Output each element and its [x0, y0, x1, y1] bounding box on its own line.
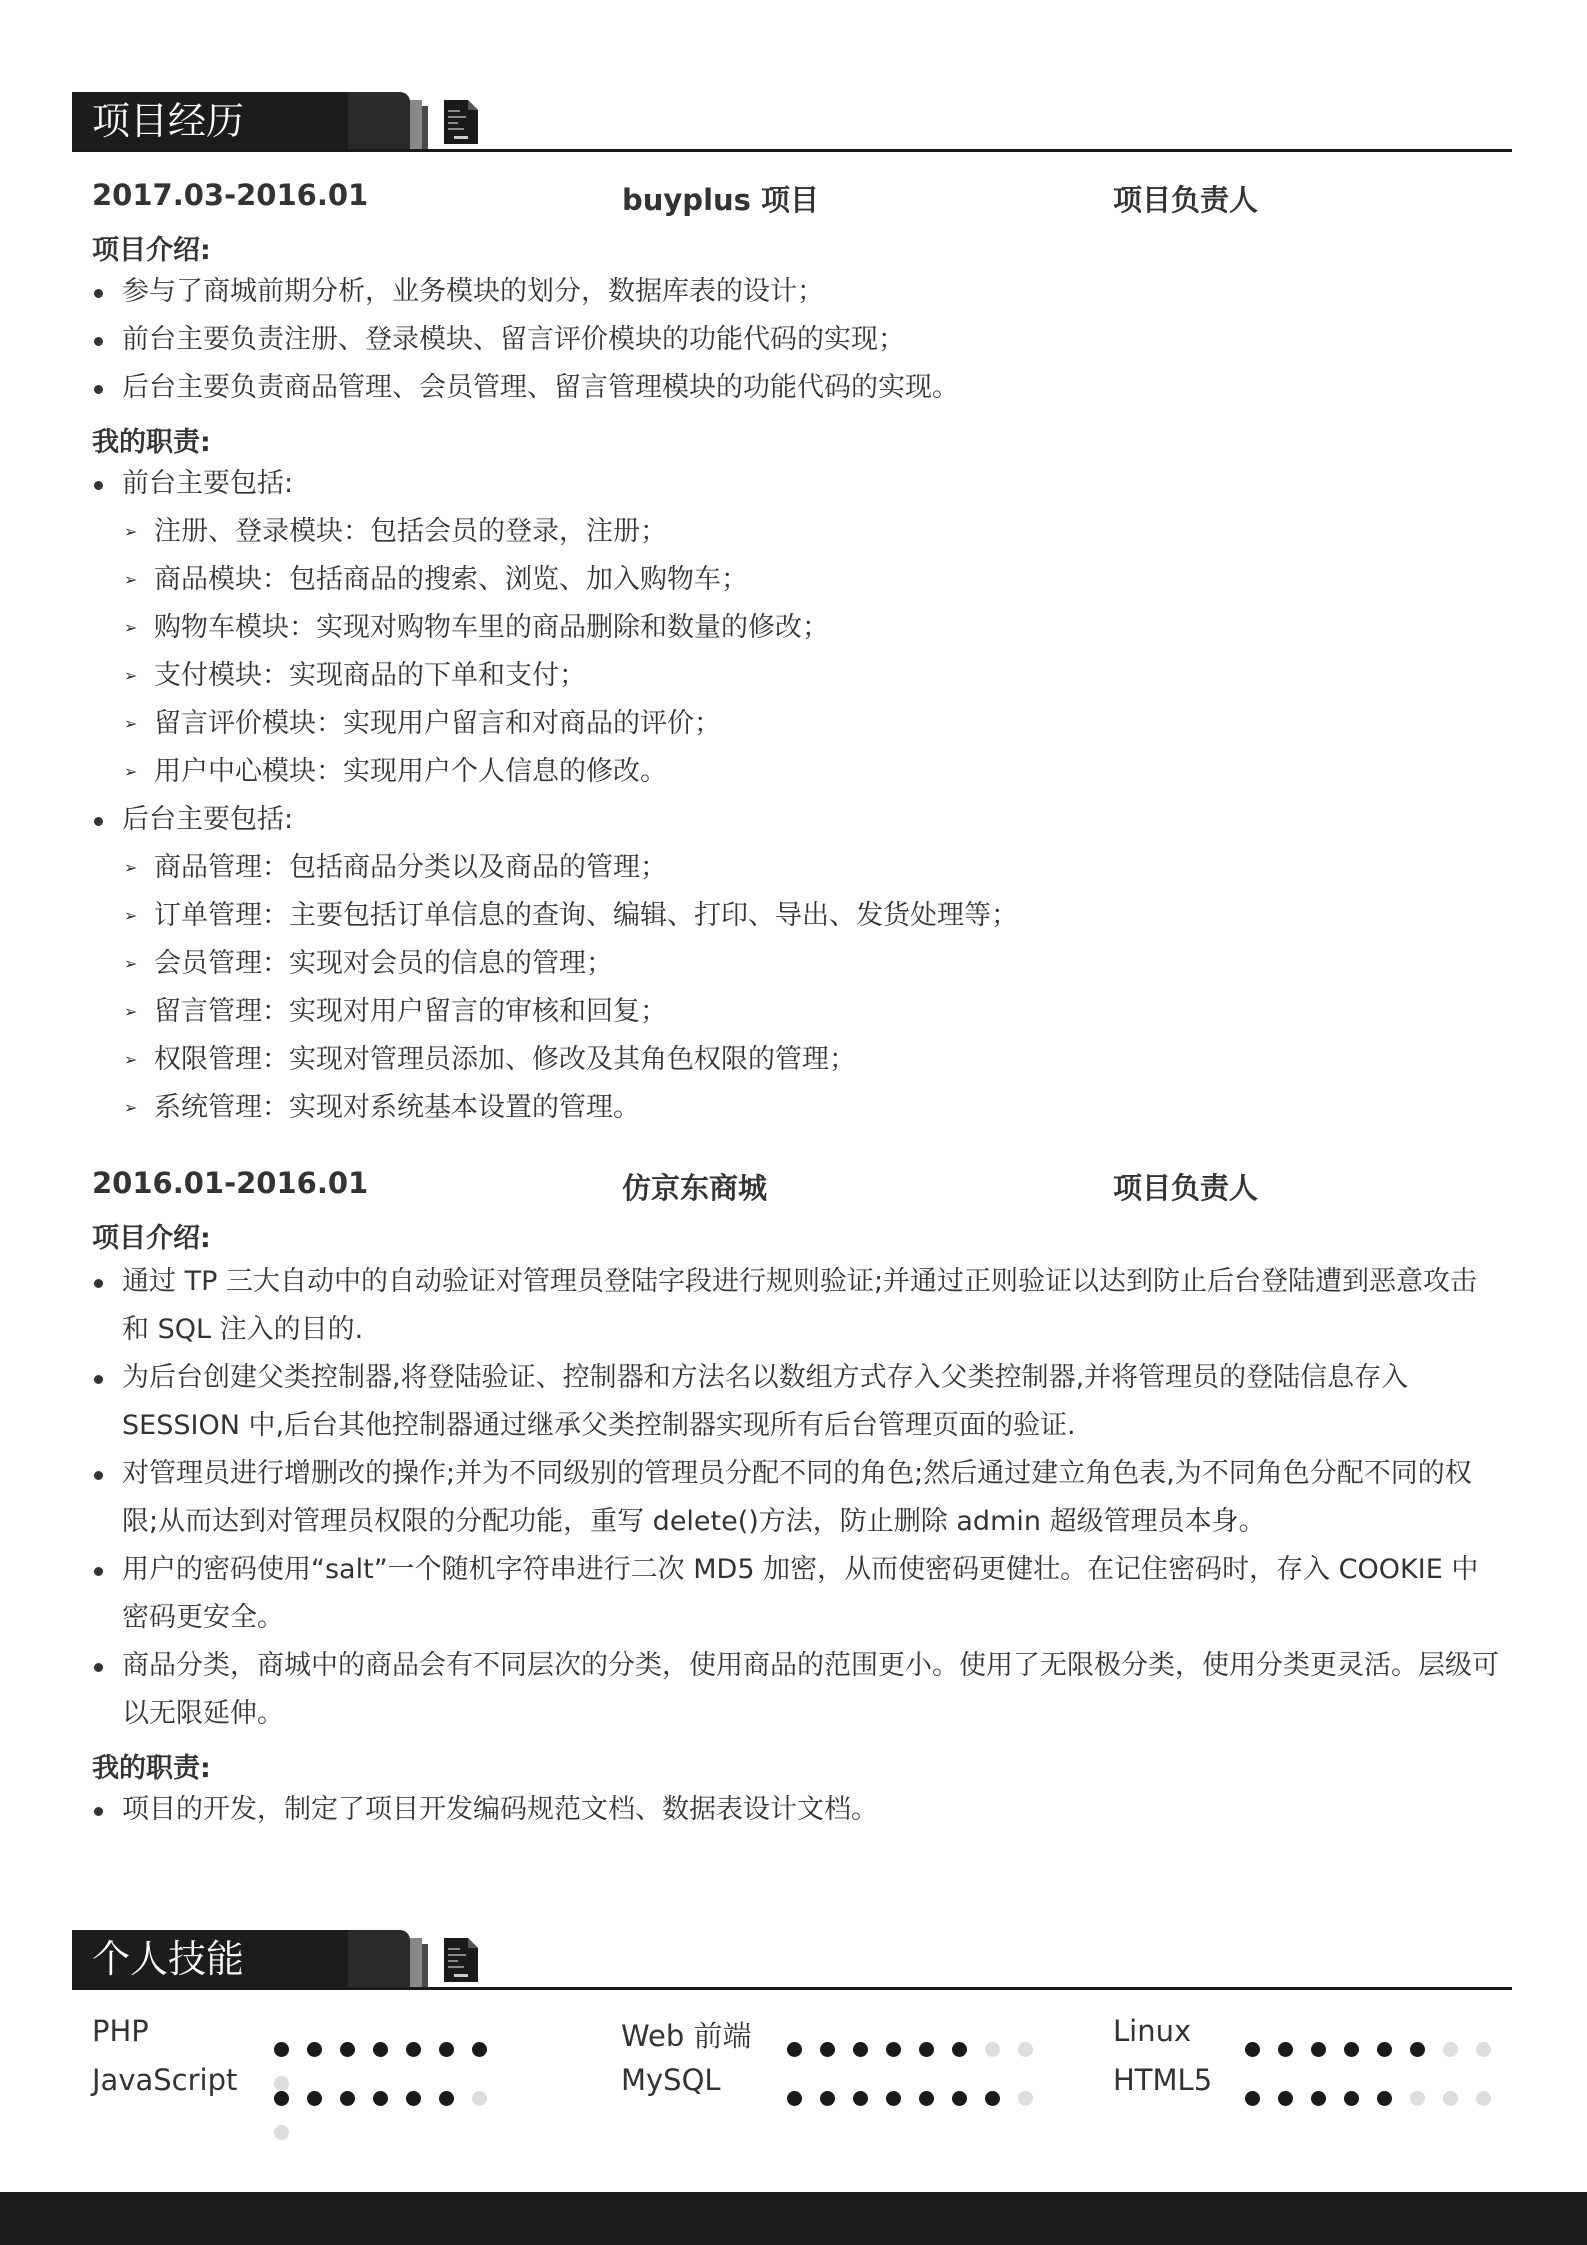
- duty-label: 我的职责:: [92, 427, 211, 458]
- skill-name: JavaScript: [92, 2063, 238, 2097]
- skill-dot-filled: [1377, 2042, 1392, 2057]
- list-item: 前台主要包括:: [92, 460, 1502, 508]
- skill-dot-empty: [1410, 2091, 1425, 2106]
- skill-dot-filled: [919, 2042, 934, 2057]
- project-role: 项目负责人: [1113, 183, 1259, 217]
- arrow-bullet-icon: ➢: [124, 906, 138, 925]
- skill-dot-filled: [1377, 2091, 1392, 2106]
- skill-level-dots: [274, 2079, 532, 2095]
- arrow-bullet-icon: ➢: [124, 522, 138, 541]
- skill-dot-filled: [1344, 2091, 1359, 2106]
- sub-list-item: ➢ 注册、登录模块：包括会员的登录，注册；: [124, 508, 1504, 556]
- skill-dot-filled: [787, 2091, 802, 2106]
- skill-dot-filled: [1344, 2042, 1359, 2057]
- skill-dot-filled: [1278, 2091, 1293, 2106]
- list-item: 商品分类，商城中的商品会有不同层次的分类，使用商品的范围更小。使用了无限极分类，使用分类更灵活。层级可以无限延伸。: [92, 1642, 1502, 1738]
- project-name: buyplus 项目: [622, 183, 820, 217]
- list-item: 用户的密码使用“salt”一个随机字符串进行二次 MD5 加密，从而使密码更健壮。在记住密码时，存入 COOKIE 中密码更安全。: [92, 1546, 1502, 1642]
- bullet-dot-icon: [94, 1471, 103, 1480]
- project-name: 仿京东商城: [622, 1171, 768, 1205]
- skill-dot-filled: [406, 2091, 421, 2106]
- skill-dot-filled: [1410, 2042, 1425, 2057]
- skill-dot-filled: [472, 2042, 487, 2057]
- skill-mysql: [621, 2063, 1061, 2103]
- list-item: 通过 TP 三大自动中的自动验证对管理员登陆字段进行规则验证;并通过正则验证以达到防止后台登陆遭到恶意攻击和 SQL 注入的目的.: [92, 1258, 1502, 1354]
- project-period: 2016.01-2016.01: [92, 1166, 369, 1200]
- skill-dot-filled: [1311, 2091, 1326, 2106]
- bullet-dot-icon: [94, 385, 103, 394]
- skill-javascript: [92, 2063, 532, 2103]
- list-item: 参与了商城前期分析，业务模块的划分，数据库表的设计；: [92, 268, 1502, 316]
- arrow-bullet-icon: ➢: [124, 1098, 138, 1117]
- intro-label: 项目介绍:: [92, 235, 211, 266]
- sub-list-item: ➢ 支付模块：实现商品的下单和支付；: [124, 652, 1504, 700]
- skill-dot-filled: [1245, 2091, 1260, 2106]
- skill-level-dots: [274, 2030, 532, 2046]
- project-role: 项目负责人: [1113, 1171, 1259, 1205]
- skill-dot-filled: [373, 2042, 388, 2057]
- skill-dot-filled: [820, 2042, 835, 2057]
- skill-dot-empty: [1476, 2091, 1491, 2106]
- skill-dot-empty: [985, 2042, 1000, 2057]
- sub-list-item: ➢ 用户中心模块：实现用户个人信息的修改。: [124, 748, 1504, 796]
- skill-dot-filled: [340, 2091, 355, 2106]
- skill-dot-filled: [820, 2091, 835, 2106]
- bullet-dot-icon: [94, 1567, 103, 1576]
- sub-list-item: ➢ 购物车模块：实现对购物车里的商品删除和数量的修改；: [124, 604, 1504, 652]
- skill-level-dots: [787, 2079, 1051, 2095]
- skill-dot-filled: [1245, 2042, 1260, 2057]
- skill-html5: [1113, 2063, 1513, 2103]
- skill-dot-filled: [307, 2091, 322, 2106]
- sub-list-item: ➢ 商品管理：包括商品分类以及商品的管理；: [124, 844, 1504, 892]
- duty-label: 我的职责:: [92, 1753, 211, 1784]
- list-item: 后台主要负责商品管理、会员管理、留言管理模块的功能代码的实现。: [92, 364, 1502, 412]
- section-title: 个人技能: [72, 1930, 348, 1988]
- skill-dot-filled: [439, 2091, 454, 2106]
- skill-dot-filled: [274, 2042, 289, 2057]
- sub-list-item: ➢ 留言评价模块：实现用户留言和对商品的评价；: [124, 700, 1504, 748]
- bullet-dot-icon: [94, 1663, 103, 1672]
- list-item: 后台主要包括:: [92, 796, 1502, 844]
- skill-name: HTML5: [1113, 2063, 1213, 2097]
- code-document-icon: [444, 1938, 478, 1982]
- sub-list-item: ➢ 商品模块：包括商品的搜索、浏览、加入购物车；: [124, 556, 1504, 604]
- bullet-dot-icon: [94, 1807, 103, 1816]
- bullet-dot-icon: [94, 1279, 103, 1288]
- skill-dot-empty: [472, 2091, 487, 2106]
- skill-dot-filled: [952, 2042, 967, 2057]
- skill-dot-empty: [1443, 2091, 1458, 2106]
- skill-dot-filled: [787, 2042, 802, 2057]
- skill-dot-filled: [853, 2091, 868, 2106]
- arrow-bullet-icon: ➢: [124, 714, 138, 733]
- intro-label: 项目介绍:: [92, 1223, 211, 1254]
- arrow-bullet-icon: ➢: [124, 618, 138, 637]
- footer-bar: [0, 2192, 1587, 2245]
- skill-name: Linux: [1113, 2014, 1192, 2048]
- bullet-dot-icon: [94, 481, 103, 490]
- bullet-dot-icon: [94, 337, 103, 346]
- skill-dot-filled: [985, 2091, 1000, 2106]
- skill-dot-filled: [886, 2091, 901, 2106]
- skill-dot-filled: [373, 2091, 388, 2106]
- sub-list-item: ➢ 留言管理：实现对用户留言的审核和回复；: [124, 988, 1504, 1036]
- arrow-bullet-icon: ➢: [124, 858, 138, 877]
- skill-linux: [1113, 2014, 1513, 2054]
- list-item: 对管理员进行增删改的操作;并为不同级别的管理员分配不同的角色;然后通过建立角色表,为不同角色分配不同的权限;从而达到对管理员权限的分配功能，重写 delete()方法，防止删除 admin 超级管理员本身。: [92, 1450, 1502, 1546]
- skill-dot-filled: [886, 2042, 901, 2057]
- sub-list-item: ➢ 系统管理：实现对系统基本设置的管理。: [124, 1084, 1504, 1132]
- arrow-bullet-icon: ➢: [124, 762, 138, 781]
- skill-dot-empty: [1018, 2091, 1033, 2106]
- skill-dot-empty: [1476, 2042, 1491, 2057]
- arrow-bullet-icon: ➢: [124, 954, 138, 973]
- bullet-dot-icon: [94, 1375, 103, 1384]
- list-item: 前台主要负责注册、登录模块、留言评价模块的功能代码的实现；: [92, 316, 1502, 364]
- arrow-bullet-icon: ➢: [124, 1050, 138, 1069]
- skill-dot-filled: [1278, 2042, 1293, 2057]
- project-header: [92, 1166, 1512, 1206]
- skill-dot-filled: [853, 2042, 868, 2057]
- section-title: 项目经历: [72, 92, 348, 150]
- skill-name: MySQL: [621, 2063, 721, 2097]
- skill-dot-filled: [1311, 2042, 1326, 2057]
- skill-dot-empty: [274, 2125, 289, 2140]
- skill-name: PHP: [92, 2014, 149, 2048]
- skill-level-dots: [1245, 2079, 1509, 2095]
- skill-level-dots: [1245, 2030, 1509, 2046]
- sub-list-item: ➢ 会员管理：实现对会员的信息的管理；: [124, 940, 1504, 988]
- skill-php: [92, 2014, 532, 2054]
- skill-dot-empty: [1018, 2042, 1033, 2057]
- arrow-bullet-icon: ➢: [124, 570, 138, 589]
- code-document-icon: [444, 100, 478, 144]
- list-item: 项目的开发，制定了项目开发编码规范文档、数据表设计文档。: [92, 1786, 1502, 1834]
- list-item: 为后台创建父类控制器,将登陆验证、控制器和方法名以数组方式存入父类控制器,并将管理员的登陆信息存入 SESSION 中,后台其他控制器通过继承父类控制器实现所有后台管理页面的验证.: [92, 1354, 1502, 1450]
- skill-dot-filled: [274, 2091, 289, 2106]
- skill-dot-filled: [406, 2042, 421, 2057]
- section-header-skills: [72, 1930, 1512, 1990]
- skill-level-dots: [787, 2030, 1051, 2046]
- skill-dot-filled: [307, 2042, 322, 2057]
- project-header: [92, 178, 1512, 218]
- skill-dot-filled: [439, 2042, 454, 2057]
- sub-list-item: ➢ 订单管理：主要包括订单信息的查询、编辑、打印、导出、发货处理等；: [124, 892, 1504, 940]
- skill-dot-empty: [1443, 2042, 1458, 2057]
- bullet-dot-icon: [94, 817, 103, 826]
- arrow-bullet-icon: ➢: [124, 666, 138, 685]
- skill-dot-filled: [340, 2042, 355, 2057]
- project-period: 2017.03-2016.01: [92, 178, 369, 212]
- sub-list-item: ➢ 权限管理：实现对管理员添加、修改及其角色权限的管理；: [124, 1036, 1504, 1084]
- skill-name: Web 前端: [621, 2019, 752, 2053]
- section-header-projects: [72, 92, 1512, 152]
- skill-dot-filled: [952, 2091, 967, 2106]
- bullet-dot-icon: [94, 289, 103, 298]
- skill-web-frontend: [621, 2014, 1061, 2054]
- skill-dot-filled: [919, 2091, 934, 2106]
- arrow-bullet-icon: ➢: [124, 1002, 138, 1021]
